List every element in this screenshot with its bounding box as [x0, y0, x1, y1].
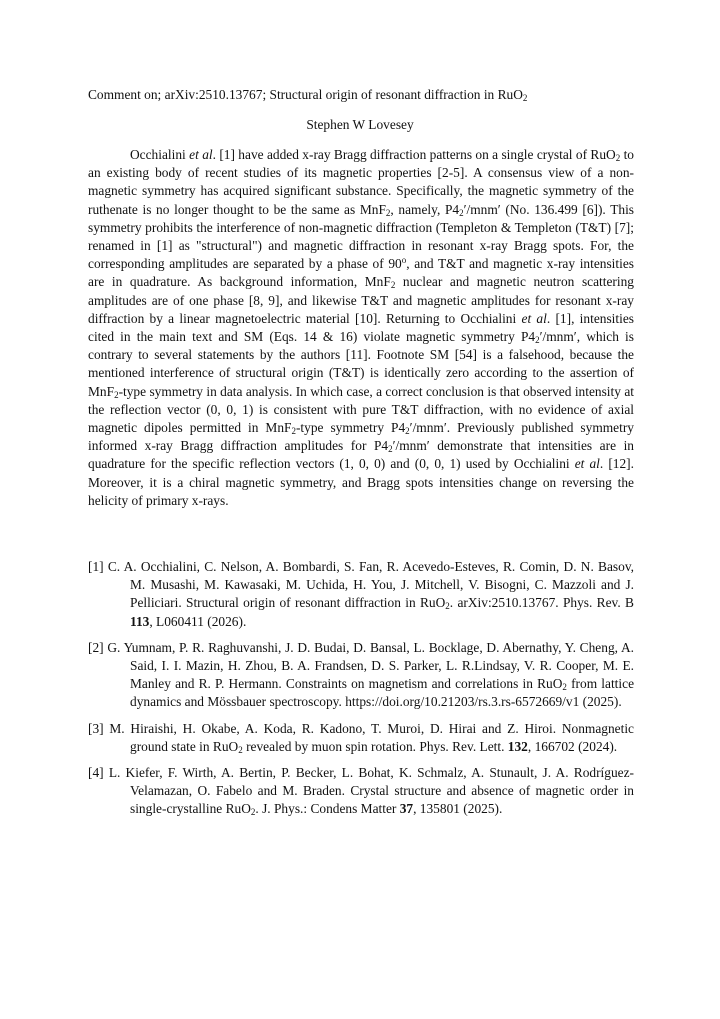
author-name: Stephen W Lovesey [306, 117, 414, 132]
reference-item: [3] M. Hiraishi, H. Okabe, A. Koda, R. Kadono, T. Muroi, D. Hirai and Z. Hiroi. Nonmagnetic ground state in RuO$_2$ revealed by muon spin rotation. Phys. Rev. Lett. 132, 166702 (2024). [88, 720, 634, 755]
body-paragraph: Occhialini et al. [1] have added x-ray Bragg diffraction patterns on a single crystal of RuO$_2$ to an existing body of recent studies of its magnetic properties [2-5]. A consensus view of a non-magnetic symmetry has acquired significant substance. Specifically, the magnetic symmetry of the ruthenate is no longer thought to be the same as MnF$_2$, namely, $P4_2'/mnm'$ (No. 136.499 [6]). This symmetry prohibits the interference of non-magnetic diffraction (Templeton & Templeton (T&T) [7]; renamed in [1] as "structural") and magnetic diffraction in resonant x-ray Bragg spots. For, the corresponding amplitudes are separated by a phase of 90$^o$, and T&T and magnetic x-ray intensities are in quadrature. As background information, MnF$_2$ nuclear and magnetic neutron scattering amplitudes are of one phase [8, 9], and likewise T&T and magnetic amplitudes for resonant x-ray diffraction by a linear magnetoelectric material [10]. Returning to Occhialini et al. [1], intensities cited in the main text and SM (Eqs. 14 & 16) violate magnetic symmetry $P4_2'/mnm'$, which is contrary to several statements by the authors [11]. Footnote SM [54] is a falsehood, because the mentioned interference of structural origin (T&T) is identically zero according to the assertion of MnF$_2$-type symmetry in data analysis. In which case, a correct conclusion is that observed intensity at the reflection vector (0, 0, 1) is consistent with pure T&T diffraction, with no evidence of axial magnetic dipoles permitted in MnF$_2$-type symmetry $P4_2'/mnm'$. Previously published symmetry informed x-ray Bragg diffraction amplitudes for $P4_2'/mnm'$ demonstrate that intensities are in quadrature for the specific reflection vectors (1, 0, 0) and (0, 0, 1) used by Occhialini et al. [12]. Moreover, it is a chiral magnetic symmetry, and Bragg spots intensities change on reversing the helicity of primary x-rays. [88, 147, 635, 508]
paper-title: Comment on; arXiv:2510.13767; Structural origin of resonant diffraction in RuO$_2$ [88, 87, 528, 103]
reference-list [88, 558, 634, 827]
reference-item: [4] L. Kiefer, F. Wirth, A. Bertin, P. Becker, L. Bohat, K. Schmalz, A. Stunault, J. A. Rodríguez-Velamazan, O. Fabelo and M. Braden. Crystal structure and absence of magnetic order in single-crystalline RuO$_2$. J. Phys.: Condens Matter 37, 135801 (2025). [88, 765, 634, 818]
reference-item: [2] G. Yumnam, P. R. Raghuvanshi, J. D. Budai, D. Bansal, L. Bocklage, D. Abernathy, Y. Cheng, A. Said, I. I. Mazin, H. Zhou, B. A. Frandsen, D. S. Parker, L. R.Lindsay, V. R. Cooper, M. E. Manley and R. P. Hermann. Constraints on magnetism and correlations in RuO$_2$ from lattice dynamics and Mössbauer spectroscopy. https://doi.org/10.21203/rs.3.rs-6572669/v1 (2025). [88, 639, 635, 710]
reference-item: [1] C. A. Occhialini, C. Nelson, A. Bombardi, S. Fan, R. Acevedo-Esteves, R. Comin, D. N. Basov, M. Musashi, M. Kawasaki, M. Uchida, H. You, J. Mitchell, V. Bisogni, C. Mazzoli and J. Pelliciari. Structural origin of resonant diffraction in RuO$_2$. arXiv:2510.13767. Phys. Rev. B 113, L060411 (2026). [88, 559, 634, 629]
